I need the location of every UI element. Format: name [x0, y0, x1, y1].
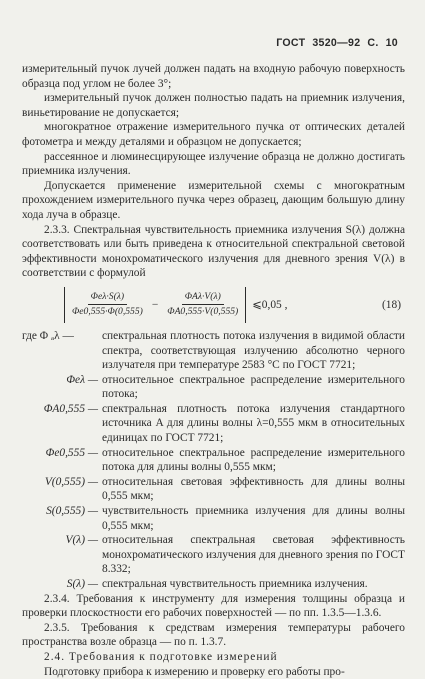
definition-symbol: V(λ) —: [65, 534, 98, 547]
definition-item: [22, 577, 405, 592]
paragraph-2: измерительный пучок должен полностью падать на приемник излучения, виньетирование не допускается;: [22, 92, 405, 119]
definition-text: спектральная плотность потока излучения стандартного источника A для длины волны λ=0,555 мкм в относительных единицах по ГОСТ 7721;: [102, 402, 405, 445]
page-header: [269, 36, 398, 51]
definition-symbol: Φe0,555 —: [45, 446, 98, 459]
fraction-2-numerator: ΦAλ·V(λ): [182, 291, 224, 305]
definition-text: относительное спектральное распределение измерительного потока;: [102, 373, 405, 401]
formula-number: (18): [382, 298, 401, 311]
formula-18: [22, 283, 405, 327]
definition-text: относительная спектральная световая эффективность монохроматического излучения для дневного зрения по ГОСТ 8.332;: [102, 534, 405, 576]
paragraph-3: многократное отражение измерительного пучка от оптических деталей фотометра и между деталями и образцом не допускается;: [22, 121, 405, 148]
definition-text: относительное спектральное распределение измерительного потока для длины волны 0,555 мкм;: [102, 446, 405, 474]
definitions-list: [22, 329, 405, 592]
section-heading: 2.4. Требования к подготовке измерений: [44, 650, 278, 663]
definition-symbol: Φeλ —: [66, 373, 98, 386]
definition-text: спектральная чувствительность приемника излучения.: [102, 578, 368, 590]
paragraph-4: рассеянное и люминесцирующее излучение образца не должно достигать приемника излучения.: [22, 150, 405, 178]
formula-abs-bars: [64, 287, 246, 323]
fraction-1-denominator: Φe0,555·Φ(0,555): [72, 306, 143, 318]
header-standard: ГОСТ: [276, 37, 306, 49]
fraction-2: [164, 291, 241, 318]
definition-symbol: S(0,555) —: [46, 505, 98, 518]
paragraph-5: Допускается применение измерительной схемы с многократным прохождением измерительного пучка через образец, дающим большую длину хода луча в образце.: [22, 179, 405, 221]
definition-text: спектральная плотность потока излучения в видимой области спектра, соответствующая излучению абсолютно черного излучателя при температуре 2583 °С по ГОСТ 7721;: [102, 329, 405, 372]
fraction-2-denominator: ΦA0,555·V(0,555): [167, 306, 239, 318]
paragraph-10: Подготовку прибора к измерению и проверку его работы про-: [44, 665, 345, 678]
definition-item: [22, 373, 405, 402]
paragraph-1: измерительный пучок лучей должен падать на входную рабочую поверхность образца под углом не более 3°;: [22, 63, 405, 90]
paragraph-8: 2.3.5. Требования к средствам измерения температуры рабочего пространства возле образца — по п. 1.3.7.: [22, 621, 405, 649]
definition-symbol: S(λ) —: [66, 578, 98, 590]
definition-text: чувствительность приемника излучения для длины волны 0,555 мкм;: [102, 505, 405, 532]
definition-symbol: где Φ ₐλ —: [22, 329, 74, 342]
definition-item: [22, 504, 405, 533]
definition-symbol: V(0,555) —: [44, 475, 98, 488]
formula-comparison: ⩽0,05 ,: [252, 298, 288, 311]
fraction-1: [69, 291, 146, 318]
header-page-number: 10: [385, 37, 398, 49]
header-page-label: С.: [367, 37, 379, 49]
definition-item: [22, 533, 405, 577]
definition-item: [22, 329, 405, 373]
definition-item: [22, 446, 405, 475]
fraction-1-numerator: Φeλ·S(λ): [88, 291, 127, 305]
minus-sign: −: [151, 298, 159, 311]
definition-symbol: ΦA0,555 —: [43, 402, 98, 415]
paragraph-7: 2.3.4. Требования к инструменту для измерения толщины образца и проверки плоскостности его рабочих поверхностей — по пп. 1.3.5—1.3.6.: [22, 592, 405, 620]
header-number: 3520—92: [312, 37, 361, 49]
definition-item: [22, 402, 405, 446]
page-body: [22, 62, 405, 679]
paragraph-6: 2.3.3. Спектральная чувствительность приемника излучения S(λ) должна соответствовать или быть приведена к относительной спектральной световой эффективности монохроматического излучения для дневного зрения V(λ) в соответствии с формулой: [22, 223, 405, 280]
definition-text: относительная световая эффективность для длины волны 0,555 мкм;: [102, 475, 405, 503]
definition-item: [22, 475, 405, 504]
